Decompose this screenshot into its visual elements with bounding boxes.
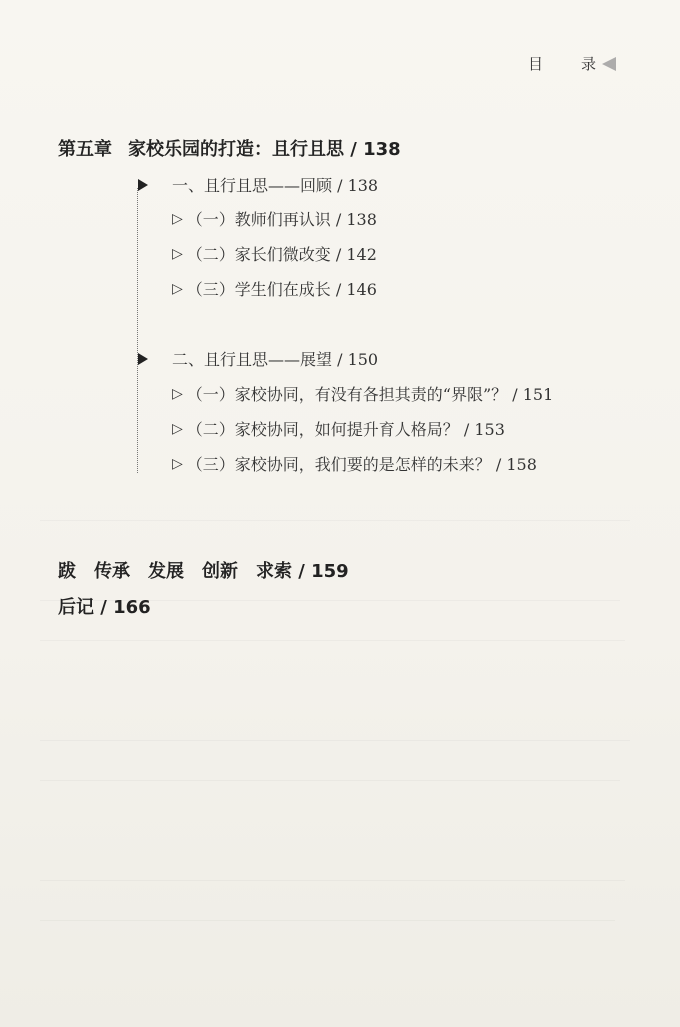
item-title: （三）学生们在成长 / 146 — [186, 280, 377, 299]
toc-item[interactable] — [172, 417, 505, 440]
bleedthrough-line — [40, 880, 625, 881]
chapter-title: 家校乐园的打造：且行且思 / 138 — [128, 139, 401, 160]
toc-item[interactable] — [172, 207, 377, 230]
item-title: （三）家校协同，我们要的是怎样的未来？ / 158 — [186, 455, 537, 474]
header-char-right: 录 — [580, 55, 596, 73]
toc-item[interactable] — [172, 452, 537, 475]
bleedthrough-line — [40, 640, 625, 641]
item-title: （二）家校协同，如何提升育人格局？ / 153 — [186, 420, 505, 439]
afterword-entry[interactable]: 后记 / 166 — [58, 597, 151, 618]
bleedthrough-line — [40, 920, 615, 921]
left-triangle-icon — [602, 57, 616, 71]
section-title: 二、且行且思——展望 / 150 — [172, 350, 379, 369]
filled-right-triangle-icon — [138, 353, 148, 365]
hollow-right-triangle-icon: ▷ — [172, 210, 183, 227]
toc-dotted-guide — [137, 188, 138, 473]
bleedthrough-line — [40, 740, 630, 741]
bleedthrough-line — [40, 520, 630, 521]
bleedthrough-line — [40, 780, 620, 781]
hollow-right-triangle-icon: ▷ — [172, 280, 183, 297]
section-title: 一、且行且思——回顾 / 138 — [172, 176, 379, 195]
hollow-right-triangle-icon: ▷ — [172, 385, 183, 402]
toc-item[interactable] — [172, 382, 553, 405]
hollow-right-triangle-icon: ▷ — [172, 245, 183, 262]
chapter-number: 第五章 — [58, 139, 112, 160]
item-title: （二）家长们微改变 / 142 — [186, 245, 377, 264]
toc-section-2[interactable] — [138, 347, 378, 370]
filled-right-triangle-icon — [138, 179, 148, 191]
item-title: （一）家校协同，有没有各担其责的“界限”？ / 151 — [186, 385, 554, 404]
postscript-entry[interactable]: 跋 传承 发展 创新 求索 / 159 — [58, 561, 349, 582]
hollow-right-triangle-icon: ▷ — [172, 455, 183, 472]
toc-item[interactable] — [172, 277, 377, 300]
item-title: （一）教师们再认识 / 138 — [186, 210, 377, 229]
chapter-heading[interactable] — [58, 135, 401, 161]
hollow-right-triangle-icon: ▷ — [172, 420, 183, 437]
running-header — [528, 53, 616, 74]
toc-section-1[interactable] — [138, 173, 378, 196]
header-char-left: 目 — [527, 55, 543, 73]
toc-item[interactable] — [172, 242, 377, 265]
